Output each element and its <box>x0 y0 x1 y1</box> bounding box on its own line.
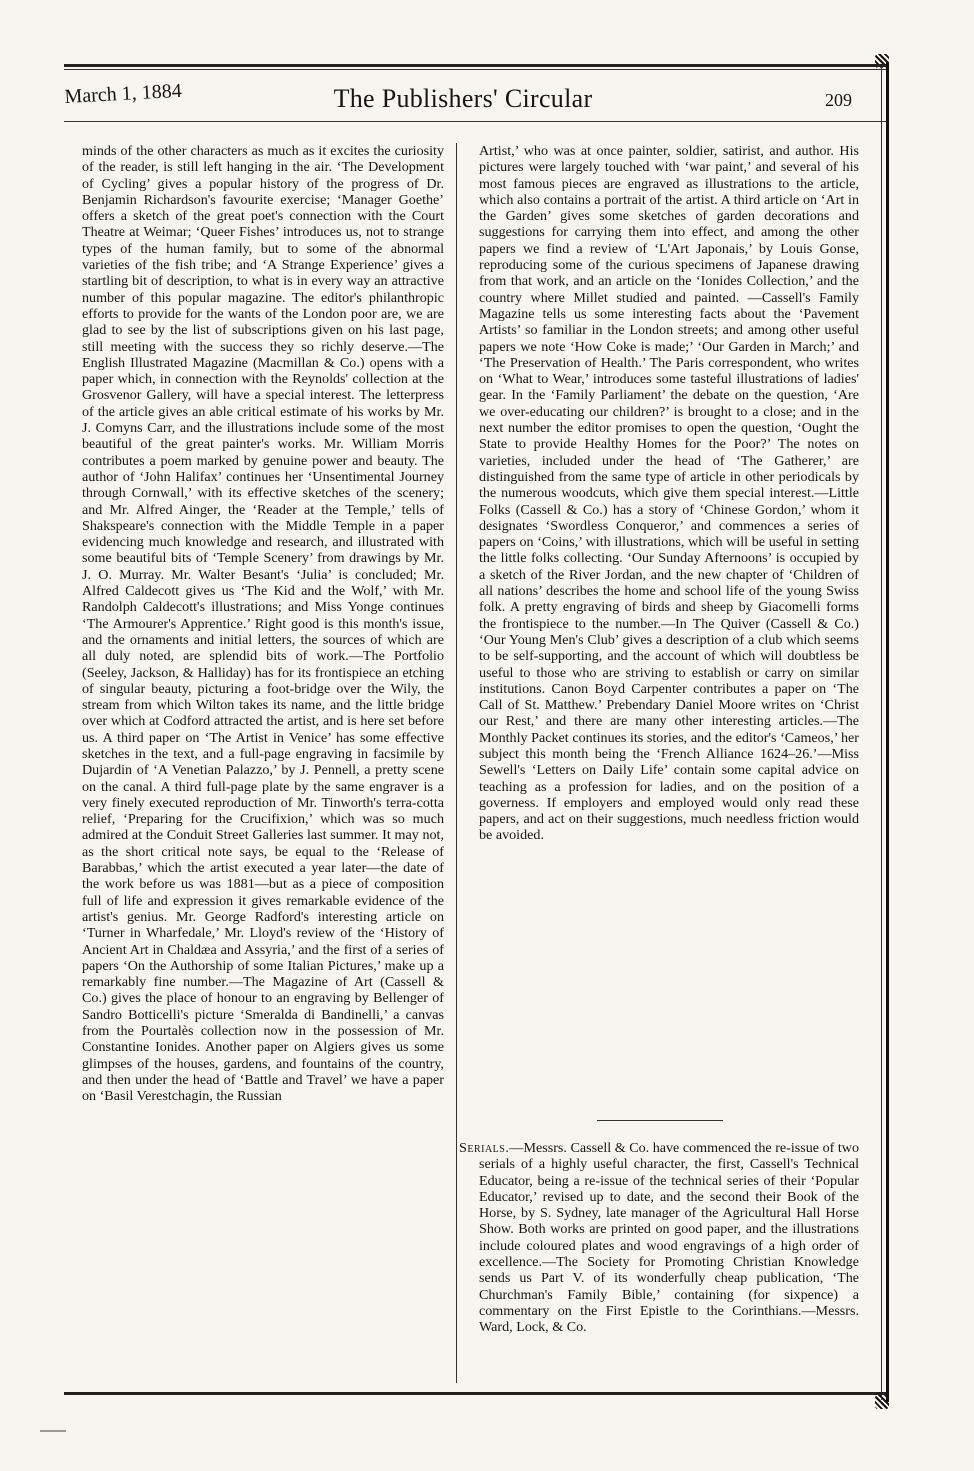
right-border <box>886 62 889 1402</box>
publication-title: The Publishers' Circular <box>333 84 593 113</box>
top-rule-thin <box>64 69 886 70</box>
section-divider <box>597 1120 723 1121</box>
header-rule <box>64 121 886 122</box>
top-rule <box>64 64 886 67</box>
page-number: 209 <box>825 90 852 110</box>
right-column-text: Artist,’ who was at once painter, soldier, satirist, and author. His pictures were largely touched with ‘war paint,’ and several of his most famous pieces are engraved as illustrations to the article, which also contains a portrait of the artist. A third article on ‘Art in the Garden’ gives some sketches of garden decorations and suggestions for carrying them into effect, and among the other papers we find a review of ‘L'Art Japonais,’ by Louis Gonse, reproducing some of the curious specimens of Japanese drawing from that work, and an article on the ‘Ionides Collection,’ and the country where Millet studied and painted. —Cassell's Family Magazine tells us some interesting facts about the ‘Pavement Artists’ so familiar in the London streets; and among other useful papers we note ‘How Coke is made;’ ‘Our Garden in March;’ and ‘The Preservation of Health.’ The Paris correspondent, who writes on ‘What to Wear,’ introduces some tasteful illustrations of ladies' gear. In the ‘Family Parliament’ the debate on the question, ‘Are we over-educating our children?’ is brought to a close; and in the next number the editor promises to open the question, ‘Ought the State to provide Healthy Homes for the Poor?’ The notes on varieties, included under the head of ‘The Gatherer,’ are distinguished from the same type of article in other periodicals by the numerous woodcuts, which give them special interest.—Little Folks (Cassell & Co.) has a story of ‘Chinese Gordon,’ whom it designates ‘Swordless Conqueror,’ and commences a series of papers on ‘Coins,’ with illustrations, which will be useful in setting the little folks collecting. ‘Our Sunday Afternoons’ is occupied by a sketch of the River Jordan, and the new chapter of ‘Children of all nations’ describes the home and school life of the young Swiss folk. A pretty engraving of birds and sheep by Giacomelli forms the frontispiece to the number.—In The Quiver (Cassell & Co.) ‘Our Young Men's Club’ gives a description of a club which seems to be self-supporting, and the account of which will doubtless be useful to those who are striving to establish or carry on similar institutions. Canon Boyd Carpenter contributes a paper on ‘The Call of St. Matthew.’ Prebendary Daniel Moore writes on ‘Christ our Rest,’ and there are many other interesting articles.—The Monthly Packet continues its stories, and the editor's ‘Cameos,’ her subject this month being the ‘French Alliance 1624–26.’—Miss Sewell's ‘Letters on Daily Life’ contain some capital advice on teaching as a profession for ladies, and on the position of a governess. If employers and employed would only read these papers, and act on their suggestions, much needless friction would be avoided. <box>479 143 859 844</box>
serials-section <box>459 1140 859 1336</box>
bottom-rule <box>64 1392 886 1395</box>
serials-heading: Serials. <box>459 1140 510 1156</box>
print-speck <box>40 1430 66 1432</box>
right-column <box>479 143 859 844</box>
left-column-text: minds of the other characters as much as it excites the curiosity of the reader, is still left hanging in the air. ‘The Development of Cycling’ gives a popular history of the progress of Dr. Benjamin Richardson's favourite exercise; ‘Manager Goethe’ offers a sketch of the great poet's connection with the Court Theatre at Weimar; ‘Queer Fishes’ introduces us, not to strange types of the human family, but to some of the abnormal varieties of the fish tribe; and ‘A Strange Experience’ gives a startling bit of description, to what is in every way an attractive number of this popular magazine. The editor's philanthropic efforts to provide for the wants of the London poor are, we are glad to see by the list of subscriptions given on his last page, still meeting with the success they so richly deserve.—The English Illustrated Magazine (Macmillan & Co.) opens with a paper which, in connection with the Reynolds' collection at the Grosvenor Gallery, will have a special interest. The letterpress of the article gives an able critical estimate of his works by Mr. J. Comyns Carr, and the illustrations include some of the most beautiful of the great painter's works. Mr. William Morris contributes a poem marked by genuine power and beauty. The author of ‘John Halifax’ continues her ‘Unsentimental Journey through Cornwall,’ with its effective sketches of the scenery; and Mr. Alfred Ainger, the ‘Reader at the Temple,’ tells of Shakspeare's connection with the Middle Temple in a paper evidencing much knowledge and research, and illustrated with some beautiful bits of ‘Temple Scenery’ from drawings by Mr. J. O. Murray. Mr. Walter Besant's ‘Julia’ is concluded; Mr. Alfred Caldecott gives us ‘The Kid and the Wolf,’ with Mr. Randolph Caldecott's illustrations; and Miss Yonge continues ‘The Armourer's Apprentice.’ Right good is this month's issue, and the ornaments and initial letters, the sources of which are all duly noted, are splendid bits of work.—The Portfolio (Seeley, Jackson, & Halliday) has for its frontispiece an etching of singular beauty, picturing a foot-bridge over the Wily, the stream from which Wilton takes its name, and the little bridge over which at Codford attracted the artist, and is here set before us. A third paper on ‘The Artist in Venice’ has some effective sketches in the text, and a full-page engraving in facsimile by Dujardin of ‘A Venetian Palazzo,’ by J. Pennell, a pretty scene on the canal. A third full-page plate by the same engraver is a very finely executed reproduction of Mr. Tinworth's terra-cotta relief, ‘Preparing for the Crucifixion,’ which was so much admired at the Conduit Street Galleries last summer. It may not, as the short critical note says, be equal to the ‘Release of Barabbas,’ which the artist executed a year later—the date of the work before us was 1881—but as a piece of composition full of life and expression it gives remarkable evidence of the artist's genius. Mr. George Radford's interesting article on ‘Turner in Wharfedale,’ Mr. Lloyd's review of the ‘History of Ancient Art in Chaldæa and Assyria,’ and the first of a series of papers ‘On the Authorship of some Italian Pictures,’ make up a remarkably fine number.—The Magazine of Art (Cassell & Co.) gives the place of honour to an engraving by Bellenger of Sandro Botticelli's picture ‘Smeralda di Bandinelli,’ a canvas from the Pourtalès collection now in the possession of Mr. Constantine Ionides. Another paper on Algiers gives us some glimpses of the houses, gardens, and fountains of the country, and then under the head of ‘Battle and Travel’ we have a paper on ‘Basil Verestchagin, the Russian <box>82 143 444 1105</box>
column-divider <box>456 143 457 1383</box>
serials-text: —Messrs. Cassell & Co. have commenced the re-issue of two serials of a highly useful character, the first, Cassell's Technical Educator, being a re-issue of the technical series of their ‘Popular Educator,’ revised up to date, and the second their Book of the Horse, by S. Sydney, late manager of the Agricultural Hall Horse Show. Both works are printed on good paper, and the illustrations include coloured plates and wood engravings of a high order of excellence.—The Society for Promoting Christian Knowledge sends us Part V. of its wonderfully cheap publication, ‘The Churchman's Family Bible,’ containing (for sixpence) a commentary on the First Epistle to the Corinthians.—Messrs. Ward, Lock, & Co. <box>479 1140 859 1336</box>
left-column <box>82 143 444 1105</box>
right-border-thin <box>881 66 882 1400</box>
issue-date: March 1, 1884 <box>64 79 183 108</box>
